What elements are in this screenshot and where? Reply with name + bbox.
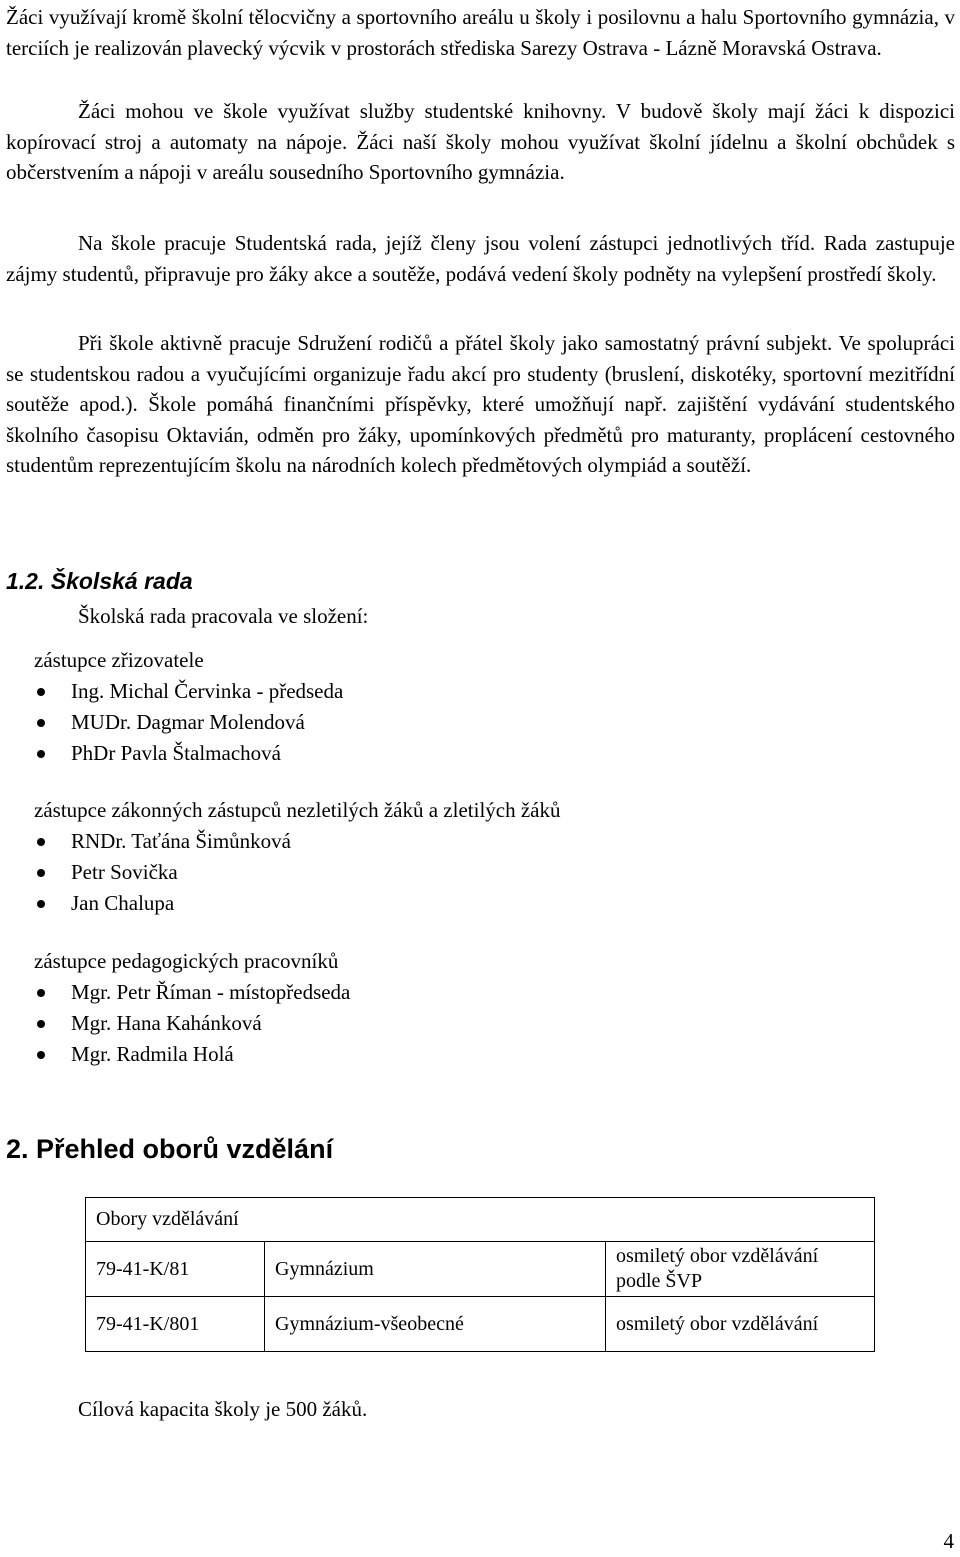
bullet-icon — [37, 900, 45, 908]
school-board-intro: Školská rada pracovala ve složení: — [78, 604, 369, 628]
paragraph-parents-association: Při škole aktivně pracuje Sdružení rodičů a přátel školy jako samostatný právní subjekt. Ve spolupráci se studentskou radou a vyučujícími organizuje řadu akcí pro studenty (bruslení, diskotéky, sportovní mezitřídní soutěže apod.). Škole pomáhá finančními příspěvky, které umožňují např. zajištění vydávání studentského školního časopisu Oktavián, odměn pro žáky, upomínkových předmětů pro maturanty, proplácení cestovného studentům reprezentujícím školu na národních kolech předmětových olympiád a soutěží. — [6, 331, 955, 477]
field-name-cell: Gymnázium — [265, 1242, 606, 1297]
table-row — [86, 1242, 875, 1297]
member-list-founder — [34, 676, 343, 769]
school-capacity-text: Cílová kapacita školy je 500 žáků. — [78, 1397, 368, 1421]
member-list-guardians — [34, 826, 291, 919]
paragraph-student-council: Na škole pracuje Studentská rada, jejíž členy jsou volení zástupci jednotlivých tříd. Rada zastupuje zájmy studentů, připravuje pro žáky akce a soutěže, podává vedení školy podněty na vylepšení prostředí školy. — [6, 231, 955, 286]
fields-of-study-table — [85, 1197, 875, 1352]
bullet-icon — [37, 1020, 45, 1028]
list-item: Jan Chalupa — [34, 888, 291, 919]
bullet-icon — [37, 989, 45, 997]
list-item: Mgr. Petr Říman - místopředseda — [34, 977, 350, 1008]
section-heading-school-board: 1.2. Školská rada — [6, 568, 193, 594]
table-header-row — [86, 1198, 875, 1242]
group-title-teachers: zástupce pedagogických pracovníků — [34, 949, 339, 973]
bullet-icon — [37, 869, 45, 877]
bullet-icon — [37, 750, 45, 758]
bullet-icon — [37, 719, 45, 727]
list-item: RNDr. Taťána Šimůnková — [34, 826, 291, 857]
bullet-icon — [37, 838, 45, 846]
field-code-cell: 79-41-K/801 — [86, 1297, 265, 1352]
bullet-icon — [37, 1051, 45, 1059]
list-item: Mgr. Hana Kahánková — [34, 1008, 350, 1039]
table-header-cell: Obory vzdělávání — [86, 1198, 875, 1242]
field-code-cell: 79-41-K/81 — [86, 1242, 265, 1297]
section-heading-fields-of-study: 2. Přehled oborů vzdělání — [6, 1134, 334, 1164]
paragraph-sports-facilities: Žáci využívají kromě školní tělocvičny a sportovního areálu u školy i posilovnu a halu Sportovního gymnázia, v terciích je realizován plavecký výcvik v prostorách střediska Sarezy Ostrava - Lázně Moravská Ostrava. — [6, 5, 955, 60]
group-title-founder: zástupce zřizovatele — [34, 648, 204, 672]
list-item: MUDr. Dagmar Molendová — [34, 707, 343, 738]
field-note-cell: osmiletý obor vzdělávání — [606, 1297, 875, 1352]
member-list-teachers — [34, 977, 350, 1070]
table-row — [86, 1297, 875, 1352]
page-number: 4 — [943, 1529, 954, 1553]
field-note-cell: osmiletý obor vzdělávání podle ŠVP — [606, 1242, 875, 1297]
list-item: Petr Sovička — [34, 857, 291, 888]
bullet-icon — [37, 688, 45, 696]
group-title-guardians: zástupce zákonných zástupců nezletilých žáků a zletilých žáků — [34, 798, 561, 822]
list-item: Mgr. Radmila Holá — [34, 1039, 350, 1070]
list-item: Ing. Michal Červinka - předseda — [34, 676, 343, 707]
list-item: PhDr Pavla Štalmachová — [34, 738, 343, 769]
field-name-cell: Gymnázium-všeobecné — [265, 1297, 606, 1352]
paragraph-library: Žáci mohou ve škole využívat služby studentské knihovny. V budově školy mají žáci k dispozici kopírovací stroj a automaty na nápoje. Žáci naší školy mohou využívat školní jídelnu a školní obchůdek s občerstvením a nápoji v areálu sousedního Sportovního gymnázia. — [6, 99, 955, 184]
